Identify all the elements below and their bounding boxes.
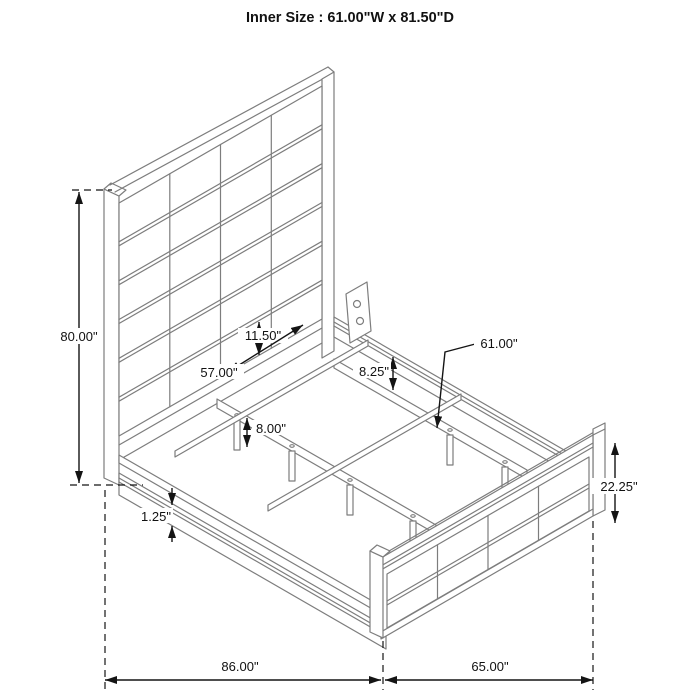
dim-label-headboard-lower-panel: 11.50" — [244, 328, 282, 343]
headboard — [104, 67, 334, 485]
support-leg — [234, 420, 240, 450]
dimension-overall-depth — [105, 659, 381, 680]
support-leg — [347, 485, 353, 515]
side-rail-near — [119, 473, 386, 649]
dim-label-headboard-inner-width: 57.00" — [200, 365, 238, 380]
footboard-right-post — [593, 423, 605, 516]
diagram-title: Inner Size : 61.00"W x 81.50"D — [246, 10, 454, 26]
dim-label-slat-rail-length: 61.00" — [480, 336, 518, 351]
dim-label-leg-height: 8.00" — [256, 421, 286, 436]
headboard-bracket — [346, 282, 371, 343]
support-leg — [289, 451, 295, 481]
dimension-overall-width — [385, 659, 593, 680]
support-leg — [447, 435, 453, 465]
bracket-hole — [354, 301, 361, 308]
footboard-left-post — [370, 551, 383, 638]
dim-label-headboard-height: 80.00" — [60, 329, 98, 344]
dimension-headboard-height — [55, 192, 103, 483]
dim-label-side-rail-lip: 1.25" — [141, 509, 171, 524]
headboard-right-post — [322, 72, 334, 358]
bracket-hole — [357, 318, 364, 325]
dim-label-overall-depth: 86.00" — [221, 659, 259, 674]
dim-label-footboard-height: 22.25" — [600, 479, 638, 494]
headboard-left-post — [104, 189, 119, 485]
dim-label-overall-width: 65.00" — [471, 659, 509, 674]
dim-label-rail-to-slat: 8.25" — [359, 364, 389, 379]
